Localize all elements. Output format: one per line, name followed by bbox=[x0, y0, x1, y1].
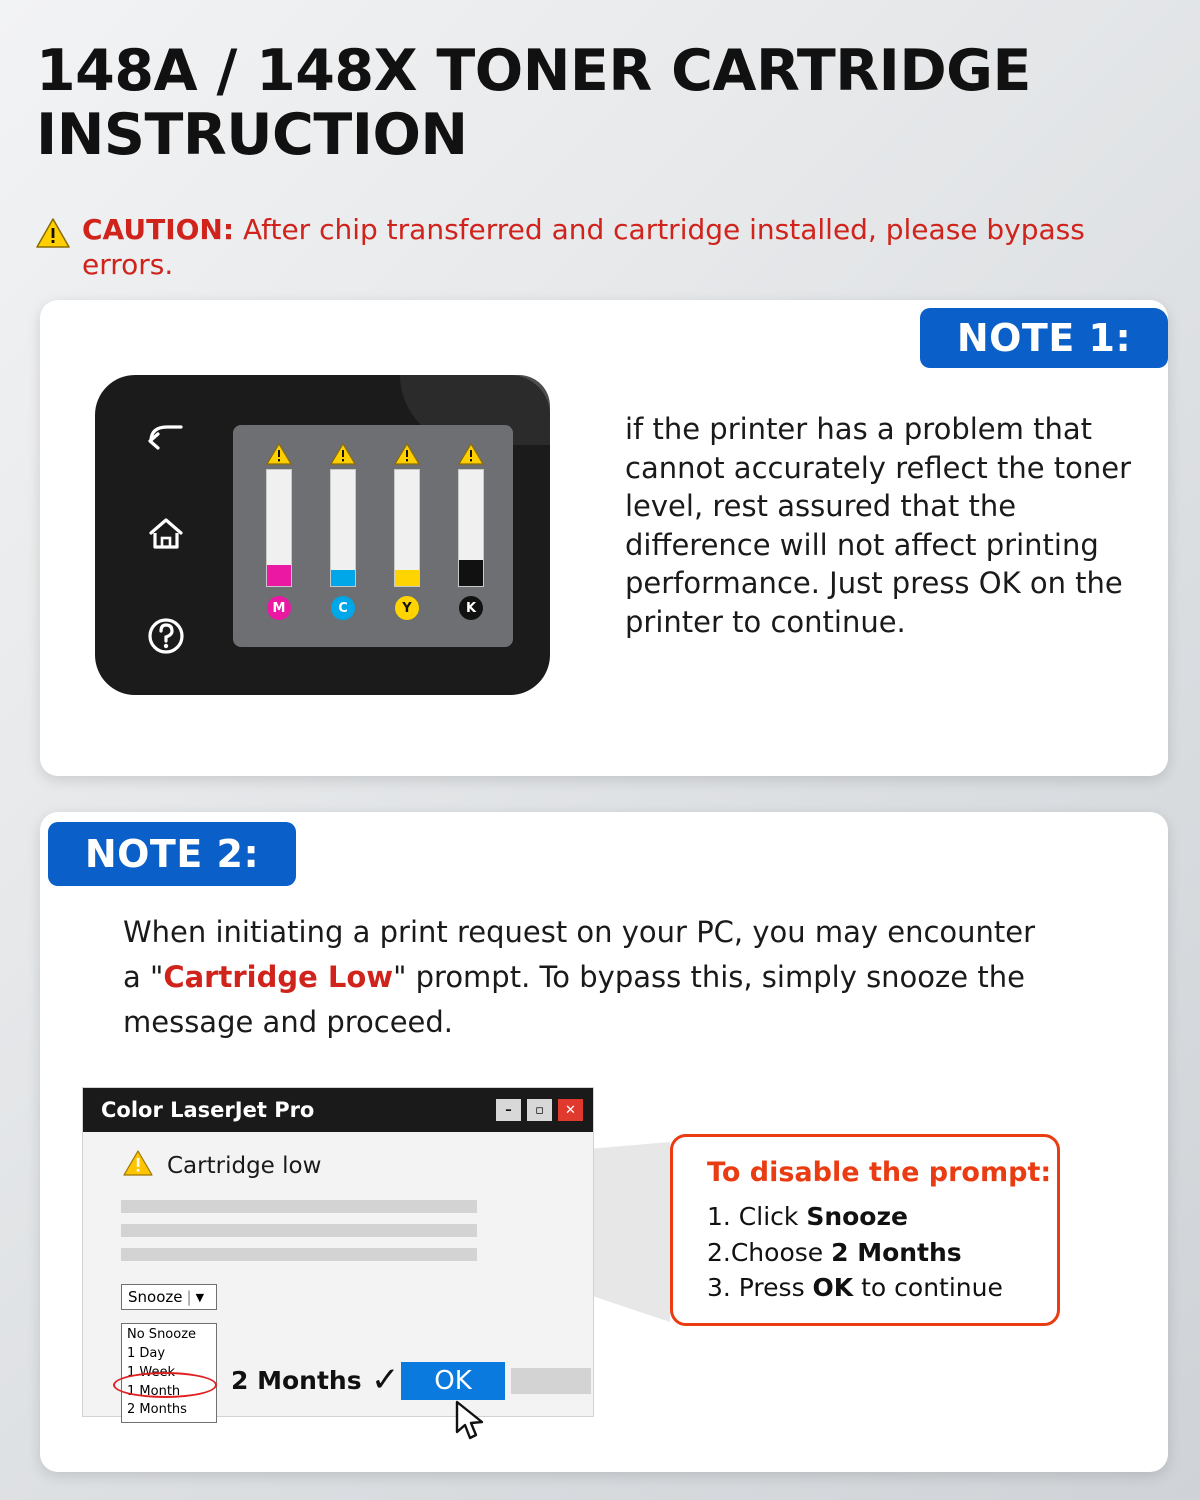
warning-triangle-icon bbox=[330, 441, 356, 467]
dialog-alert-text: Cartridge low bbox=[167, 1153, 322, 1179]
callout-step-2 bbox=[707, 1235, 1003, 1271]
toner-chip-yellow: Y bbox=[395, 596, 419, 620]
caution-banner bbox=[36, 212, 1171, 282]
toner-column-magenta bbox=[257, 441, 301, 637]
placeholder-line bbox=[121, 1248, 477, 1261]
step-1-prefix: 1. Click bbox=[707, 1202, 807, 1231]
caution-text bbox=[82, 212, 1171, 282]
print-dialog bbox=[82, 1087, 594, 1417]
note2-body-highlight: Cartridge Low bbox=[163, 959, 394, 994]
callout-title: To disable the prompt: bbox=[707, 1157, 1052, 1188]
toner-column-black bbox=[449, 441, 493, 637]
callout-step-1 bbox=[707, 1199, 1003, 1235]
check-icon: ✓ bbox=[371, 1360, 400, 1400]
note2-body-part1: When initiating a print request on your PC, you may encounter a " bbox=[123, 915, 1036, 994]
snooze-option[interactable]: 1 Week bbox=[127, 1364, 176, 1380]
step-3-prefix: 3. Press bbox=[707, 1273, 813, 1302]
page-title: 148A / 148X TONER CARTRIDGE INSTRUCTION bbox=[36, 38, 1031, 168]
close-icon[interactable]: ✕ bbox=[558, 1099, 583, 1121]
secondary-button[interactable] bbox=[511, 1368, 591, 1394]
note2-card bbox=[40, 812, 1168, 1472]
step-3-bold: OK bbox=[812, 1273, 854, 1302]
toner-column-cyan bbox=[321, 441, 365, 637]
note2-tab: NOTE 2: bbox=[48, 822, 296, 886]
home-icon[interactable] bbox=[143, 513, 189, 555]
note2-body-text bbox=[123, 910, 1053, 1045]
toner-chip-magenta: M bbox=[267, 596, 291, 620]
snooze-select[interactable] bbox=[121, 1284, 217, 1310]
window-controls bbox=[496, 1099, 593, 1121]
toner-bar bbox=[458, 469, 484, 587]
warning-triangle-icon bbox=[266, 441, 292, 467]
snooze-separator: | bbox=[186, 1288, 192, 1306]
minimize-icon[interactable]: – bbox=[496, 1099, 521, 1121]
selected-value-label: 2 Months bbox=[231, 1366, 362, 1395]
toner-bar bbox=[394, 469, 420, 587]
dialog-titlebar bbox=[83, 1088, 593, 1132]
dialog-alert-row bbox=[123, 1150, 321, 1182]
mouse-pointer-icon bbox=[453, 1400, 489, 1448]
warning-triangle-icon bbox=[36, 218, 70, 252]
placeholder-line bbox=[121, 1200, 477, 1213]
placeholder-line bbox=[121, 1224, 477, 1237]
toner-column-yellow bbox=[385, 441, 429, 637]
step-1-bold: Snooze bbox=[806, 1202, 908, 1231]
callout-steps bbox=[707, 1199, 1003, 1306]
note1-card bbox=[40, 300, 1168, 776]
caution-body: After chip transferred and cartridge installed, please bypass errors. bbox=[82, 213, 1085, 281]
toner-bar bbox=[330, 469, 356, 587]
step-2-prefix: 2.Choose bbox=[707, 1237, 832, 1267]
snooze-option[interactable]: 1 Month bbox=[127, 1383, 181, 1399]
caution-label: CAUTION: bbox=[82, 213, 235, 246]
ok-button[interactable]: OK bbox=[401, 1362, 505, 1400]
warning-triangle-icon bbox=[123, 1150, 153, 1182]
snooze-option[interactable]: 1 Day bbox=[127, 1345, 166, 1361]
toner-chip-black: K bbox=[459, 596, 483, 620]
disable-prompt-callout bbox=[670, 1134, 1060, 1326]
dialog-title-text: Color LaserJet Pro bbox=[101, 1098, 315, 1122]
toner-chip-cyan: C bbox=[331, 596, 355, 620]
note1-tab: NOTE 1: bbox=[920, 308, 1168, 368]
toner-bar bbox=[266, 469, 292, 587]
panel-screen bbox=[233, 425, 513, 647]
snooze-option[interactable]: No Snooze bbox=[127, 1327, 197, 1342]
maximize-icon[interactable]: ▫ bbox=[527, 1099, 552, 1121]
printer-control-panel bbox=[95, 375, 550, 695]
snooze-option-selected[interactable]: 2 Months bbox=[127, 1402, 187, 1418]
callout-step-3 bbox=[707, 1270, 1003, 1306]
back-arrow-icon[interactable] bbox=[143, 419, 189, 455]
note2-body-part2: " prompt. To bypass this, simply snooze the message and proceed. bbox=[123, 959, 1025, 1039]
toner-level-bars bbox=[257, 441, 493, 637]
note1-body-text: if the printer has a problem that cannot accurately reflect the toner level, rest assured that the difference will not affect printing performance. Just press OK on the printer to continue. bbox=[625, 412, 1132, 639]
warning-triangle-icon bbox=[458, 441, 484, 467]
chevron-down-icon[interactable]: ▼ bbox=[195, 1290, 205, 1304]
step-2-bold: 2 Months bbox=[831, 1237, 962, 1267]
snooze-dropdown-list[interactable] bbox=[121, 1323, 217, 1423]
snooze-select-label: Snooze bbox=[128, 1288, 183, 1306]
warning-triangle-icon bbox=[394, 441, 420, 467]
step-3-tail: to continue bbox=[853, 1273, 1003, 1302]
panel-side-icons bbox=[121, 419, 211, 659]
question-mark-icon[interactable] bbox=[143, 613, 189, 659]
